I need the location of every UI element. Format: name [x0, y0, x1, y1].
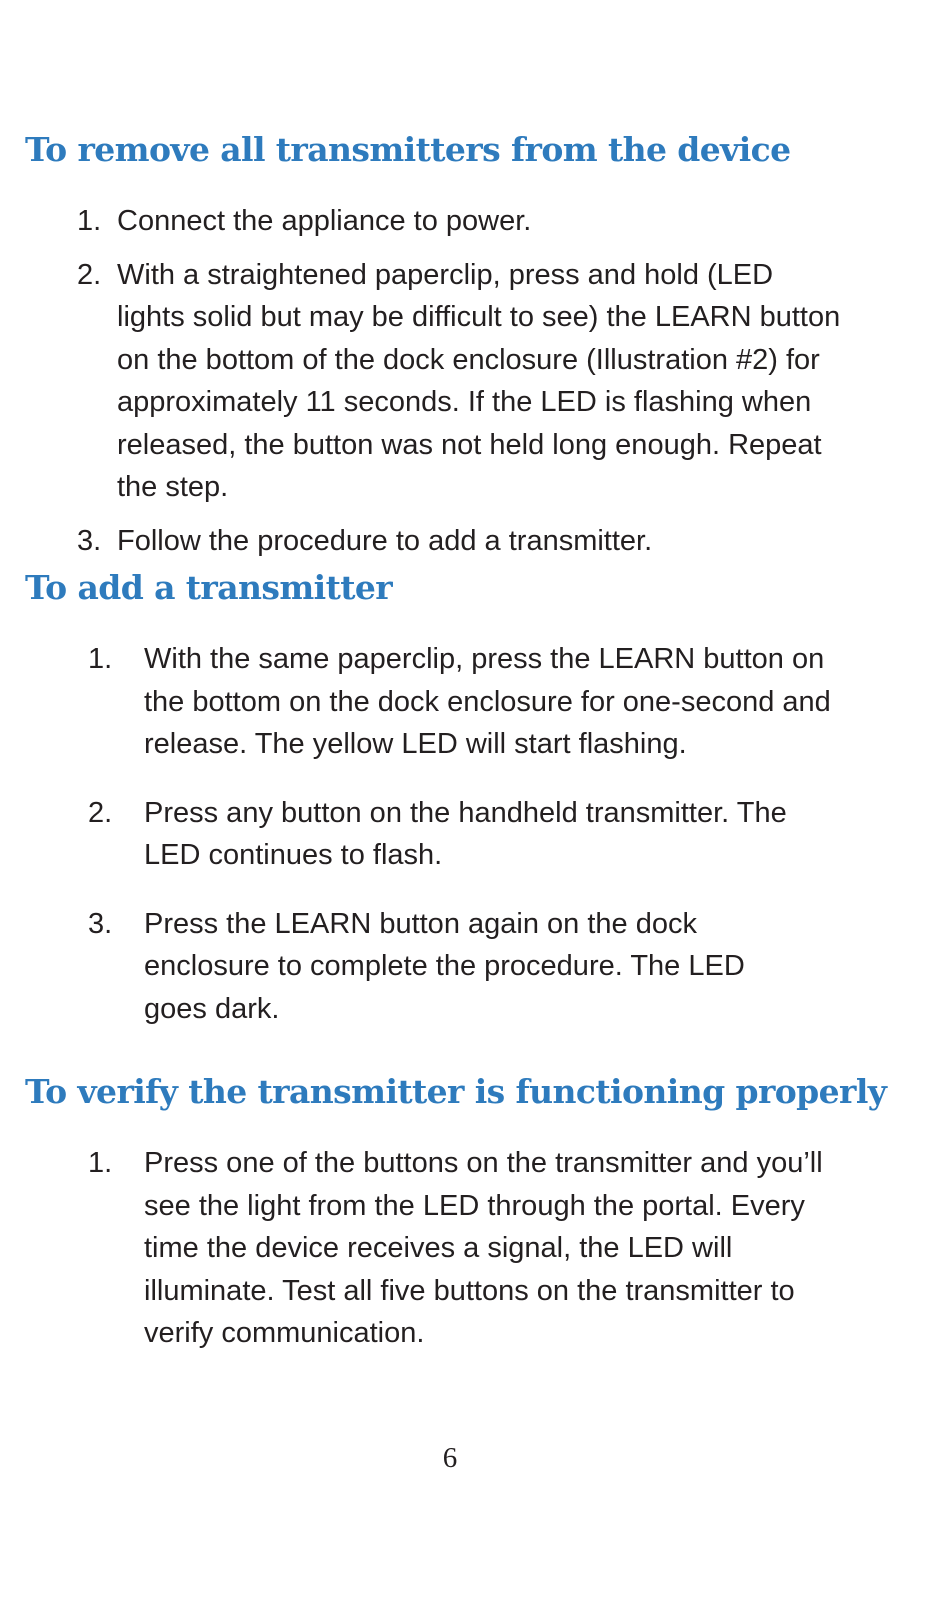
step-text: Follow the procedure to add a transmitter. [117, 524, 653, 557]
section-heading-remove: To remove all transmitters from the device [25, 130, 791, 169]
page-number: 6 [442, 1442, 458, 1474]
step-text: Press one of the buttons on the transmitter and you’ll see the light from the LED through the portal. Every time the device receives a signal, the LED will illuminate. Test all five buttons on the transmitter to verify communication. [144, 1147, 823, 1349]
list-item [88, 638, 888, 766]
step-text: Connect the appliance to power. [117, 205, 532, 237]
step-text: With the same paperclip, press the LEARN button on the bottom on the dock enclosure for one-second and release. The yellow LED will start flashing. [144, 643, 831, 760]
step-number: 3. [77, 524, 102, 557]
verify-steps-list [88, 1142, 888, 1355]
step-number: 3. [88, 907, 113, 940]
step-text: With a straightened paperclip, press and hold (LED lights solid but may be difficult to see) the LEARN button on the bottom of the dock enclosure (Illustration #2) for approximately 11 seconds. If the LED is flashing when released, the button was not held long enough. Repeat the step. [117, 258, 841, 503]
add-steps-list [88, 638, 888, 1030]
step-number: 1. [77, 205, 102, 237]
section-heading-verify: To verify the transmitter is functioning properly [25, 1072, 887, 1111]
list-item [88, 1142, 888, 1355]
list-item [77, 254, 877, 509]
step-number: 2. [88, 796, 113, 829]
step-text: Press any button on the handheld transmitter. The LED continues to flash. [144, 796, 787, 871]
list-item [88, 792, 888, 877]
section-heading-add: To add a transmitter [25, 568, 393, 607]
list-item [77, 200, 877, 243]
step-number: 2. [77, 258, 102, 291]
list-item [88, 903, 888, 1031]
step-number: 1. [88, 643, 113, 675]
remove-steps-list [77, 200, 877, 562]
step-number: 1. [88, 1147, 113, 1179]
list-item [77, 520, 877, 563]
step-text: Press the LEARN button again on the dock enclosure to complete the procedure. The LED goes dark. [144, 907, 745, 1025]
